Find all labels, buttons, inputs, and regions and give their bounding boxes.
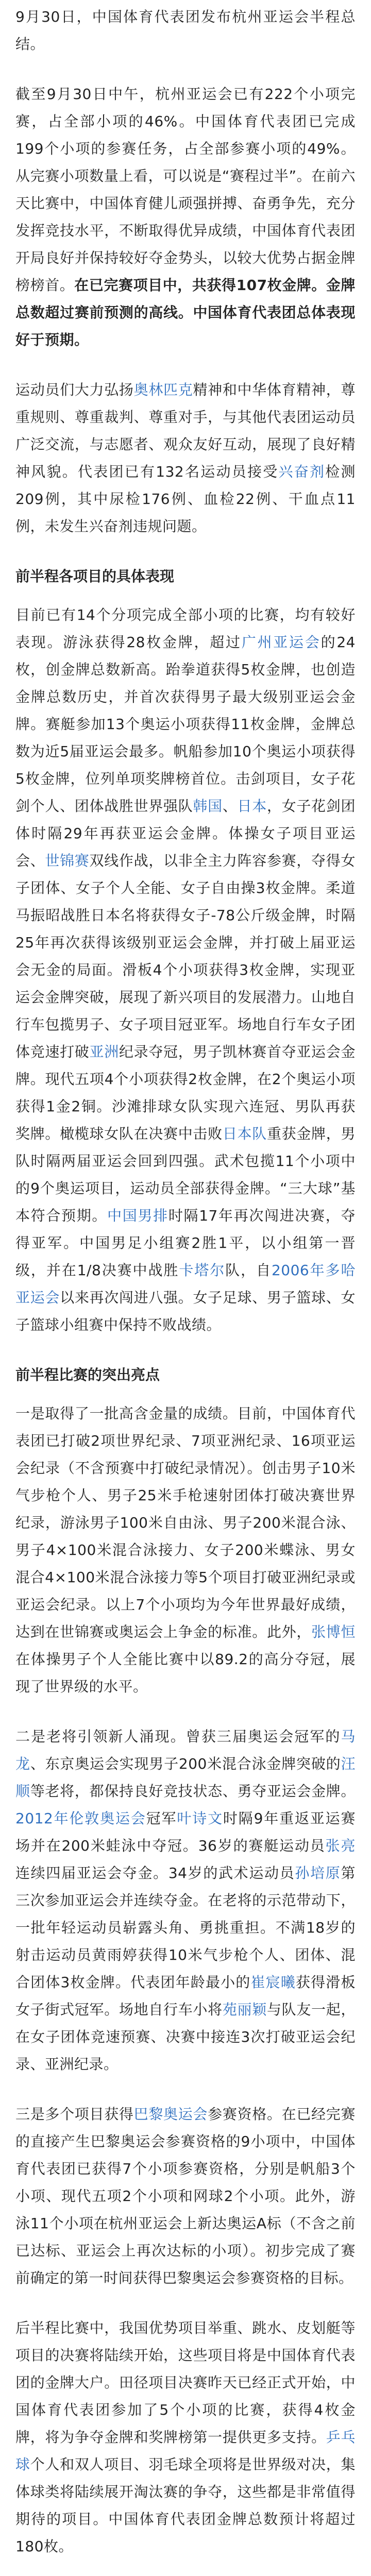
inline-link[interactable]: 兴奋剂	[278, 463, 326, 480]
text-run: 时隔17年再次闯进决赛，夺得亚军。中国男足小组赛2胜1平，以小组第一晋级，并在1/8决赛中战胜	[15, 1207, 356, 1279]
text-run: 精神和中华体育精神，尊重规则、尊重裁判、尊重对手，与其他代表团运动员广泛交流，与志愿者、观众友好互动，展现了良好精神风貌。代表团已有132名运动员接受	[15, 381, 356, 480]
text-run: 后半程比赛中，我国优势项目举重、跳水、皮划艇等项目的决赛将陆续开始，这些项目将是中国体育代表团的金牌大户。田径项目决赛昨天已经正式开始，中国体育代表团参加了5个小项的比赛，获得4枚金牌，将为争夺金牌和奖牌榜第一提供更多支持。	[15, 2319, 356, 2446]
section-heading-highlights: 前半程比赛的突出亮点	[15, 1366, 160, 1383]
section-heading-performance: 前半程各项目的具体表现	[15, 568, 175, 585]
text-run: 参赛资格。在已经完赛的直接产生巴黎奥运会参赛资格的9小项中，中国体育代表团已获得7个小项参赛资格，分别是帆船3个小项、现代五项2个小项和网球2个小项。此外，游泳11个小项在杭州亚运会上新达奥运A标（不含之前已达标、亚运会上再次达标的小项）。初步完成了赛前确定的第一时间获得巴黎奥运会参赛资格的目标。	[15, 2106, 356, 2286]
text-run: 双线作战，以非全主力阵容参赛，夺得女子团体、女子个人全能、女子自由操3枚金牌。柔道马振昭战胜日本名将获得女子-78公斤级金牌，时隔25年再次获得该级别亚运会金牌，并打破上届亚运会无金的局面。滑板4个小项获得3枚金牌，实现亚运会金牌突破，展现了新兴项目的发展潜力。山地自行车包揽男子、女子项目冠亚军。场地自行车女子团体竞速打破	[15, 852, 356, 1060]
inline-link[interactable]: 马龙	[15, 1728, 356, 1772]
article	[15, 3, 356, 2576]
inline-link[interactable]: 亚洲	[89, 1043, 119, 1060]
inline-link[interactable]: 叶诗文	[177, 1810, 223, 1827]
summary-paragraph	[15, 80, 356, 353]
text-run: 连续四届亚运会夺金。34岁的武术运动员	[15, 1865, 295, 1882]
text-run: 目前已有14个分项完成全部小项的比赛，均有较好表现。游泳获得28枚金牌，超过	[15, 606, 356, 651]
outlook-paragraph	[15, 2314, 356, 2560]
inline-link[interactable]: 张博恒	[311, 1623, 356, 1640]
text-run: 第三次参加亚运会并连续夺金。在老将的示范带动下，一批年轻运动员崭露头角、勇挑重担。不满18岁的射击运动员黄雨婷获得10米气步枪个人、团体、混合团体3枚金牌。代表团年龄最小的	[15, 1865, 356, 1991]
inline-link[interactable]: 韩国	[193, 798, 223, 815]
text-run: 运动员们大力弘扬	[15, 381, 134, 398]
inline-link[interactable]: 日本队	[222, 1125, 267, 1142]
inline-link[interactable]: 巴黎奥运会	[133, 2106, 208, 2123]
spirit-paragraph	[15, 376, 356, 540]
text-run: 检测209例，其中尿检176例、血检22例、干血点11例，未发生兴奋剂违规问题。	[15, 463, 356, 535]
text-run: 等老将，都保持良好竞技状态、勇夺亚运会金牌。	[30, 1783, 356, 1800]
text-run: 纪录夺冠，男子凯林赛首夺亚运会金牌。现代五项4个小项获得2枚金牌，在2个奥运小项获得1金2铜。沙滩排球女队实现六连冠、男队再获奖牌。橄榄球女队在决赛中击败	[15, 1043, 356, 1142]
text-run: 截至9月30日中午，杭州亚运会已有222个小项完赛，占全部小项的46%。中国体育代表团已完成199个小项的参赛任务，占全部参赛小项的49%。从完赛小项数量上看，可以说是“赛程过半”。在前六天比赛中，中国体育健儿顽强拼搏、奋勇争先，充分发挥竞技水平，不断取得优异成绩，中国体育代表团开局良好并保持较好夺金势头，以较大优势占据金牌榜榜首。	[15, 86, 356, 294]
highlight-veterans-paragraph	[15, 1723, 356, 2078]
text-run: 以来再次闯进八强。女子足球、男子篮球、女子篮球小组赛中保持不败战绩。	[15, 1289, 356, 1333]
inline-link[interactable]: 卡塔尔	[179, 1262, 226, 1279]
inline-link[interactable]: 孙培原	[295, 1865, 341, 1882]
inline-link[interactable]: 广州亚运会	[241, 634, 321, 651]
inline-link[interactable]: 张亮	[325, 1837, 356, 1854]
text-run: 、东京奥运会实现男子200米混合泳金牌突破的	[30, 1755, 341, 1772]
text-run: 二是老将引领新人涌现。曾获三届奥运会冠军的	[15, 1728, 341, 1745]
inline-link[interactable]: 中国男排	[107, 1207, 168, 1224]
text-run: ，女子花剑团体时隔29年再获亚运会金牌。体操女子项目亚运会、	[15, 798, 356, 869]
text-run: 在体操男子个人全能比赛中以89.2的高分夺冠，展现了世界级的水平。	[15, 1651, 356, 1695]
performance-paragraph	[15, 601, 356, 1338]
inline-link[interactable]: 崔宸曦	[250, 1974, 296, 1991]
text-run: 获得滑板女子街式冠军。场地自行车小将	[15, 1974, 356, 2018]
bold-text: 在已完赛项目中，共获得107枚金牌。金牌总数超过赛前预测的高线。中国体育代表团总体表现好于预期。	[15, 277, 356, 348]
inline-link[interactable]: 世锦赛	[45, 852, 90, 869]
text-run: 个人和双人项目、羽毛球全项将是世界级对决，集体球类将陆续展开淘汰赛的争夺，这些都是非常值得期待的项目。中国体育代表团金牌总数预计将超过180枚。	[15, 2456, 356, 2555]
text-run: 时隔9年重返亚运赛场并在200米蛙泳中夺冠。36岁的赛艇运动员	[15, 1810, 356, 1854]
inline-link[interactable]: 奥林匹克	[133, 381, 193, 398]
inline-link[interactable]: 2006年多哈亚运会	[15, 1262, 356, 1306]
inline-link[interactable]: 汪顺	[15, 1755, 356, 1800]
text-run: 冠军	[146, 1810, 177, 1827]
inline-link[interactable]: 苑丽颖	[222, 2001, 267, 2018]
text-run: 三是多个项目获得	[15, 2106, 134, 2123]
highlight-olympic-quota-paragraph	[15, 2100, 356, 2292]
intro-paragraph: 9月30日，中国体育代表团发布杭州亚运会半程总结。	[15, 8, 356, 53]
text-run: 与队友一起，在女子团体竞速预赛、决赛中接连3次打破亚运会纪录、亚洲纪录。	[15, 2001, 356, 2073]
text-run: 队，自	[225, 1262, 272, 1279]
inline-link[interactable]: 日本	[237, 798, 267, 815]
text-run: 、	[222, 798, 238, 815]
inline-link[interactable]: 乒乓球	[15, 2429, 356, 2473]
text-run: 一是取得了一批高含金量的成绩。目前，中国体育代表团已打破2项世界纪录、7项亚洲纪录、16项亚运会纪录（不含预赛中打破纪录情况）。创击男子10米气步枪个人、男子25米手枪速射团体打破决赛世界纪录，游泳男子100米自由泳、男子200米混合泳、男子4×100米混合泳接力、女子200米蝶泳、男女混合4×100米混合泳接力等5个项目打破亚洲纪录或亚运会纪录。以上7个小项均为今年世界最好成绩，达到在世锦赛或奥运会上争金的标准。此外，	[15, 1405, 356, 1640]
text-run: 的24枚，创金牌总数新高。跆拳道获得5枚金牌，也创造金牌总数历史，并首次获得男子最大级别亚运会金牌。赛艇参加13个奥运小项获得11枚金牌，金牌总数为近5届亚运会最多。帆船参加10个奥运小项获得5枚金牌，位列单项奖牌榜首位。击剑项目，女子花剑个人、团体战胜世界强队	[15, 634, 356, 815]
text-run: 重获金牌，男队时隔两届亚运会回到四强。武术包揽11个小项中的9个奥运项目，运动员全部获得金牌。“三大球”基本符合预期。	[15, 1125, 356, 1224]
inline-link[interactable]: 2012年伦敦奥运会	[15, 1810, 146, 1827]
highlight-records-paragraph	[15, 1400, 356, 1700]
